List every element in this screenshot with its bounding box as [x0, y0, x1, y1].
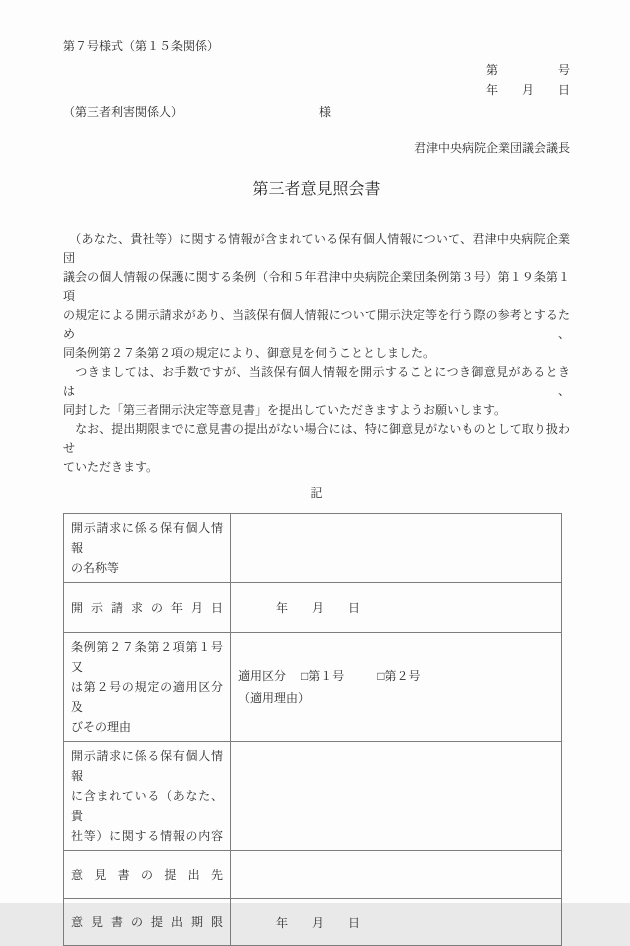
addressee-line — [63, 104, 570, 120]
deadline-date-blank: 年 月 日 — [276, 915, 361, 930]
table-row-submission-destination — [64, 851, 562, 899]
inquiry-table — [63, 513, 562, 946]
table-row-submission-deadline — [64, 899, 562, 946]
body-line: 議会の個人情報の保護に関する条例（令和５年君津中央病院企業団条例第３号）第１９条第１項 — [63, 270, 570, 303]
table-row-information-content — [64, 742, 562, 851]
request-date-blank: 年 月 日 — [276, 601, 361, 615]
checkbox-option-no1: □第１号 — [301, 668, 345, 683]
apply-category-label: 適用区分 — [238, 668, 287, 683]
body-line: 同封した「第三者開示決定等意見書」を提出していただきますようお願いします。 — [63, 403, 507, 417]
body-line: の規定による開示請求があり、当該保有個人情報について開示決定等を行う際の参考とするため、 — [63, 308, 570, 341]
document-date: 年 月 日 — [485, 83, 570, 97]
addressee-honorific: 様 — [319, 105, 332, 119]
table-row-information-name — [64, 514, 562, 583]
document-title: 第三者意見照会書 — [252, 181, 381, 198]
document-number: 第 号 — [485, 63, 570, 77]
label-line: びその理由 — [71, 720, 132, 734]
label-line: 開示請求に係る保有個人情報 — [71, 749, 223, 783]
sender-title: 君津中央病院企業団議会議長 — [413, 141, 570, 155]
label-line: 社等）に関する情報の内容 — [71, 829, 223, 843]
row-value-information-content — [231, 742, 562, 851]
addressee-name: （第三者利害関係人） — [63, 105, 184, 119]
body-line: 同条例第２７条第２項の規定により、御意見を伺うこととしました。 — [63, 346, 436, 360]
row-label-information-name — [64, 514, 231, 583]
row-label-request-date — [64, 583, 231, 633]
body-line: なお、提出期限までに意見書の提出がない場合には、特に御意見がないものとして取り扱わせ — [63, 422, 570, 455]
row-value-submission-destination — [231, 851, 562, 899]
label-line: 意見書の提出期限 — [71, 915, 223, 929]
row-value-information-name — [231, 514, 562, 583]
label-line: 条例第２７条第２項第１号又 — [71, 640, 223, 674]
label-line: 意見書の提出先 — [71, 867, 223, 882]
body-line: （あなた、貴社等）に関する情報が含まれている保有個人情報について、君津中央病院企業団 — [63, 232, 570, 265]
row-value-request-date — [231, 583, 562, 633]
row-label-submission-destination — [64, 851, 231, 899]
record-marker: 記 — [310, 486, 323, 500]
table-row-request-date — [64, 583, 562, 633]
body-line: つきましては、お手数ですが、当該保有個人情報を開示することにつき御意見があるときは、 — [63, 365, 570, 398]
table-row-applicable-category — [64, 633, 562, 742]
row-label-submission-deadline — [64, 899, 231, 946]
label-line: の名称等 — [71, 561, 120, 575]
label-line: は第２号の規定の適用区分及 — [71, 680, 223, 714]
body-text — [63, 230, 570, 477]
row-value-applicable-category — [231, 633, 562, 742]
row-label-applicable-category — [64, 633, 231, 742]
body-line: ていただきます。 — [63, 460, 159, 474]
label-line: 開示請求に係る保有個人情報 — [71, 521, 223, 555]
label-line: に含まれている（あなた、貴 — [71, 789, 223, 823]
apply-category-line — [238, 667, 554, 686]
apply-reason-label: （適用理由） — [238, 690, 311, 705]
row-label-information-content — [64, 742, 231, 851]
checkbox-option-no2: □第２号 — [377, 668, 421, 683]
form-number: 第７号様式（第１５条関係） — [63, 39, 220, 53]
label-line: 開示請求の年月日 — [71, 600, 223, 615]
row-value-submission-deadline — [231, 899, 562, 946]
